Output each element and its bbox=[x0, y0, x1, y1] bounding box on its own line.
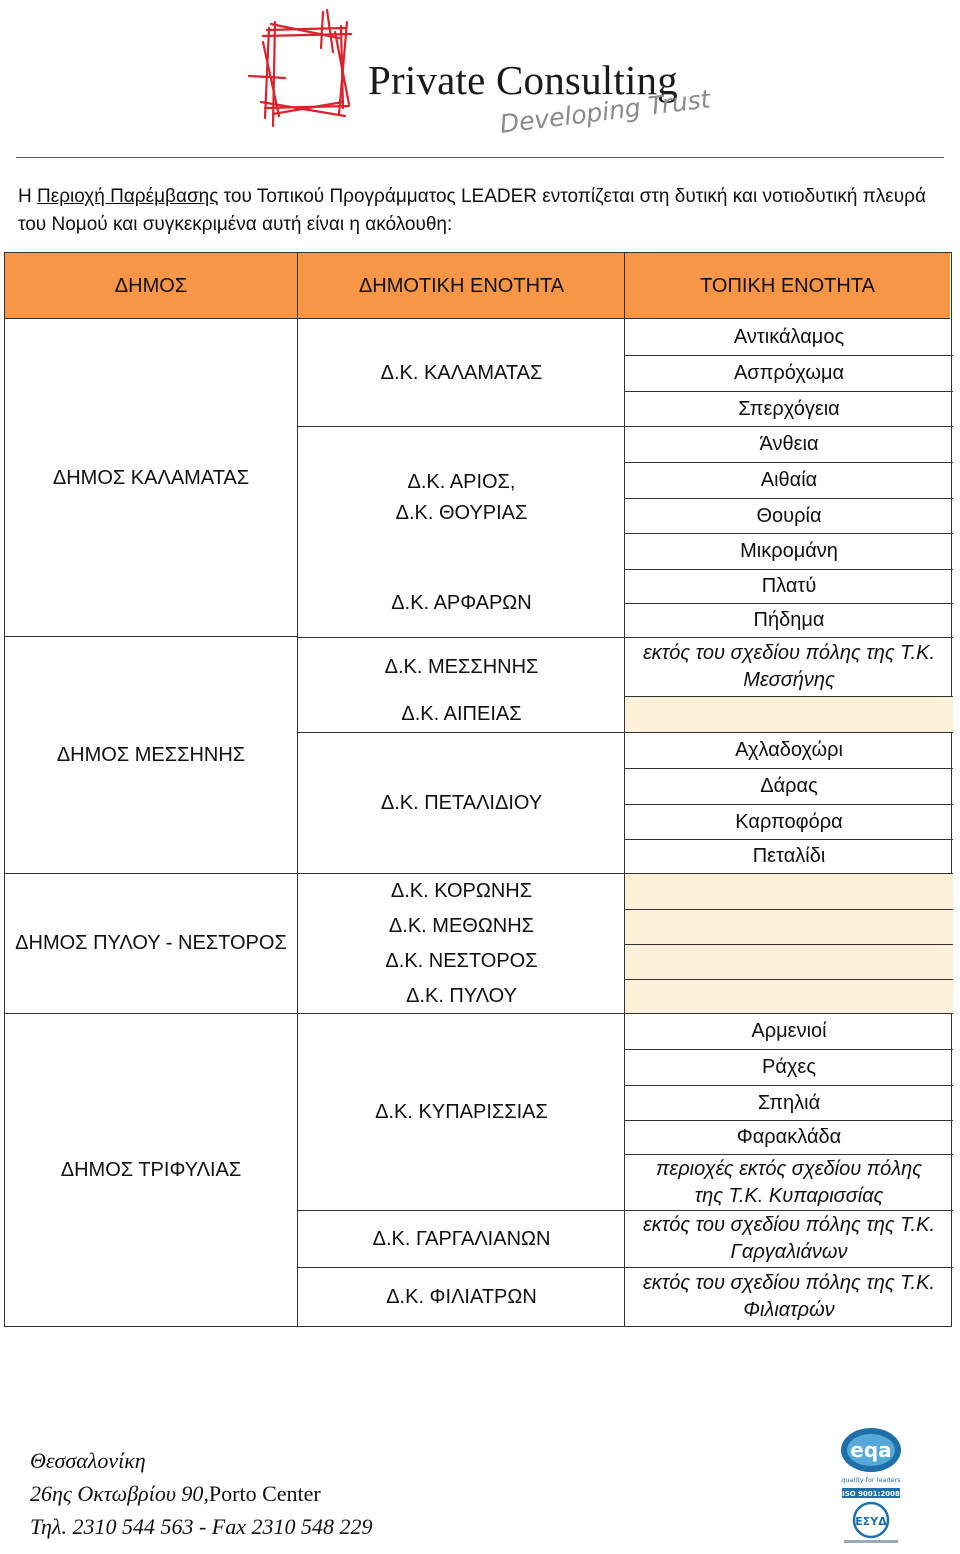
footer-address-building: Porto Center bbox=[208, 1481, 321, 1506]
dimotiki-enotita-cell: Δ.Κ. ΚΟΡΩΝΗΣ bbox=[390, 880, 533, 902]
dimotiki-enotita-cell: Δ.Κ. ΚΥΠΑΡΙΣΣΙΑΣ bbox=[375, 1100, 548, 1123]
intro-paragraph bbox=[18, 183, 958, 239]
footer-address bbox=[30, 1481, 321, 1507]
topiki-enotita-cell: Ασπρόχωμα bbox=[733, 362, 845, 384]
intervention-area-table bbox=[4, 252, 952, 1327]
dimotiki-enotita-cell: Δ.Κ. ΑΡΦΑΡΩΝ bbox=[391, 591, 532, 614]
dimotiki-enotita-cell: Δ.Κ. ΠΕΤΑΛΙΔΙΟΥ bbox=[380, 791, 543, 814]
topiki-enotita-cell: Σπηλιά bbox=[757, 1091, 821, 1114]
dimotiki-enotita-cell: Δ.Κ. ΝΕΣΤΟΡΟΣ bbox=[385, 950, 538, 972]
topiki-enotita-empty-cell bbox=[625, 945, 953, 979]
svg-text:quality for leaders: quality for leaders bbox=[841, 1476, 901, 1484]
header-topiki-enotita: ΤΟΠΙΚΗ ΕΝΟΤΗΤΑ bbox=[625, 253, 950, 319]
footer-phones: Τηλ. 2310 544 563 - Fax 2310 548 229 bbox=[30, 1514, 373, 1539]
private-consulting-logo-mark bbox=[245, 8, 360, 138]
topiki-enotita-cell: Ράχες bbox=[762, 1056, 816, 1078]
topiki-enotita-cell: Πεταλίδι bbox=[752, 845, 826, 867]
dimos-cell: ΔΗΜΟΣ ΠΥΛΟΥ - ΝΕΣΤΟΡΟΣ bbox=[15, 932, 287, 954]
topiki-enotita-cell: Θουρία bbox=[756, 504, 822, 527]
dimotiki-enotita-cell: Δ.Κ. ΑΙΠΕΙΑΣ bbox=[401, 702, 522, 725]
topiki-enotita-empty-cell bbox=[625, 874, 953, 909]
topiki-enotita-cell: Δάρας bbox=[760, 775, 818, 797]
svg-text:ΕΣΥΔ: ΕΣΥΔ bbox=[855, 1515, 887, 1528]
dimotiki-enotita-cell: Δ.Κ. ΚΑΛΑΜΑΤΑΣ bbox=[380, 361, 543, 384]
dimotiki-enotita-cell: Δ.Κ. ΓΑΡΓΑΛΙΑΝΩΝ bbox=[372, 1227, 551, 1250]
dimotiki-enotita-cell: Δ.Κ. ΠΥΛΟΥ bbox=[406, 984, 517, 1007]
footer-address-street: 26ης Οκτωβρίου 90, bbox=[30, 1481, 209, 1506]
topiki-enotita-cell: Φαρακλάδα bbox=[736, 1126, 842, 1148]
topiki-enotita-cell: Καρποφόρα bbox=[735, 810, 843, 833]
intro-underlined-term: Περιοχή Παρέμβασης bbox=[37, 186, 219, 207]
intro-before: Η bbox=[18, 186, 37, 207]
header-dimotiki-enotita: ΔΗΜΟΤΙΚΗ ΕΝΟΤΗΤΑ bbox=[298, 253, 625, 319]
dimotiki-enotita-cell: Δ.Κ. ΜΕΣΣΗΝΗΣ bbox=[384, 655, 539, 678]
topiki-enotita-empty-cell bbox=[625, 980, 953, 1013]
topiki-enotita-empty-cell bbox=[625, 910, 953, 944]
topiki-enotita-empty-cell bbox=[625, 697, 953, 732]
svg-text:ISO 9001:2008: ISO 9001:2008 bbox=[842, 1490, 900, 1498]
eqa-certification-logo bbox=[836, 1426, 906, 1550]
topiki-enotita-cell: εκτός του σχεδίου πόλης της Τ.Κ. Φιλιατρών bbox=[642, 1272, 936, 1321]
header-dimos: ΔΗΜΟΣ bbox=[5, 253, 297, 319]
topiki-enotita-cell: Σπερχόγεια bbox=[738, 397, 840, 420]
brand-name: Private Consulting bbox=[368, 57, 678, 103]
topiki-enotita-cell: περιοχές εκτός σχεδίου πόλης της Τ.Κ. Κυπαρισσίας bbox=[656, 1157, 922, 1207]
topiki-enotita-cell: Αντικάλαμος bbox=[733, 326, 845, 348]
dimos-cell: ΔΗΜΟΣ ΚΑΛΑΜΑΤΑΣ bbox=[52, 466, 250, 489]
intro-after: του Τοπικού Προγράμματος LEADER εντοπίζεται στη δυτική και νοτιοδυτική πλευρά του Νομού και συγκεκριμένα αυτή είναι η ακόλουθη: bbox=[18, 186, 926, 235]
dimotiki-enotita-cell: Δ.Κ. ΜΕΘΩΝΗΣ bbox=[388, 915, 535, 937]
header-divider bbox=[16, 157, 944, 158]
brand-tagline: Developing Trust bbox=[498, 84, 713, 139]
topiki-enotita-cell: εκτός του σχεδίου πόλης της Τ.Κ. Μεσσήνης bbox=[642, 642, 936, 691]
topiki-enotita-cell: Αιθαία bbox=[760, 469, 818, 491]
topiki-enotita-cell: Αχλαδοχώρι bbox=[735, 739, 843, 761]
topiki-enotita-cell: εκτός του σχεδίου πόλης της Τ.Κ. Γαργαλιάνων bbox=[642, 1214, 936, 1263]
dimotiki-enotita-cell: Δ.Κ. ΑΡΙΟΣ, Δ.Κ. ΘΟΥΡΙΑΣ bbox=[395, 471, 528, 524]
topiki-enotita-cell: Πήδημα bbox=[753, 609, 825, 631]
footer-city: Θεσσαλονίκη bbox=[30, 1448, 146, 1473]
dimotiki-enotita-cell: Δ.Κ. ΦΙΛΙΑΤΡΩΝ bbox=[386, 1285, 537, 1308]
dimos-cell: ΔΗΜΟΣ ΜΕΣΣΗΝΗΣ bbox=[56, 743, 246, 766]
dimos-cell: ΔΗΜΟΣ ΤΡΙΦΥΛΙΑΣ bbox=[60, 1158, 242, 1181]
svg-text:eqa: eqa bbox=[850, 1438, 892, 1462]
topiki-enotita-cell: Αρμενιοί bbox=[751, 1020, 827, 1042]
topiki-enotita-cell: Άνθεια bbox=[759, 433, 819, 455]
topiki-enotita-cell: Μικρομάνη bbox=[740, 540, 838, 562]
topiki-enotita-cell: Πλατύ bbox=[761, 575, 817, 597]
